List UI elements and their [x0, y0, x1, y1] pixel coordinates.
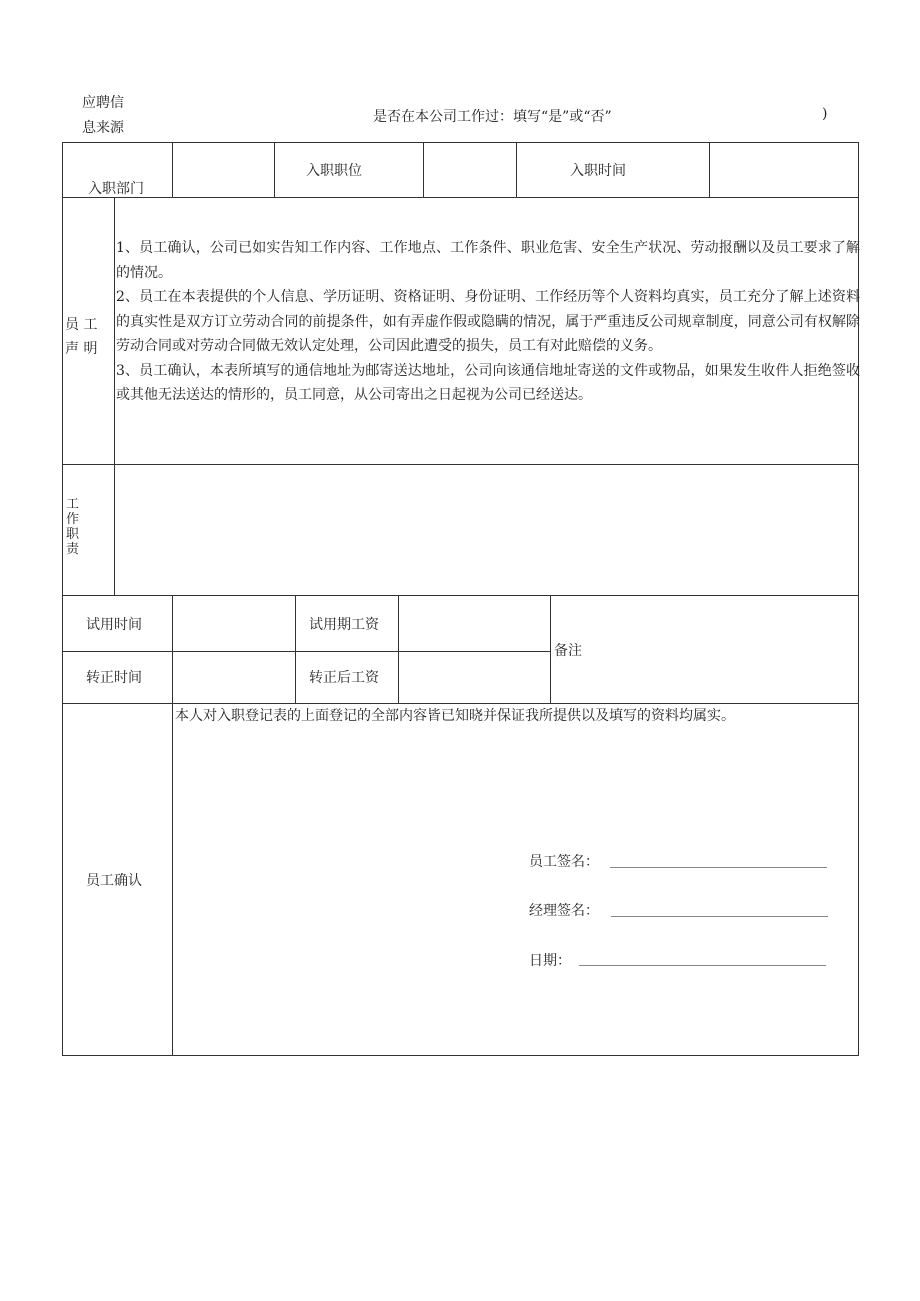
regular-salary-input[interactable]: [399, 652, 549, 702]
declaration-label: 员 工 声 明: [65, 317, 98, 357]
entry-date-label: 入职时间: [570, 163, 626, 179]
confirmation-date-label: 日期：: [529, 953, 571, 969]
confirmation-divider: [172, 703, 173, 1055]
declaration-item: 2、员工在本表提供的个人信息、学历证明、资格证明、身份证明、工作经历等个人资料均真实，员工充分了解上述资料的真实性是双方订立劳动合同的前提条件，如有弄虚作假或隐瞒的情况，属于严重违反公司规章制度，同意公司有权解除劳动合同或对劳动合同做无效认定处理，公司因此遭受的损失，员工有对此赔偿的义务。: [116, 289, 860, 354]
confirmation-statement: 本人对入职登记表的上面登记的全部内容皆已知晓并保证我所提供以及填写的资料均属实。: [175, 708, 735, 724]
probation-divider: [295, 595, 296, 703]
row1-bottom-border: [62, 197, 859, 198]
declaration-item: 3、员工确认，本表所填写的通信地址为邮寄送达地址，公司向该通信地址寄送的文件或物品，如果发生收件人拒绝签收或其他无法送达的情形的，员工同意，从公司寄出之日起视为公司已经送达。: [116, 362, 860, 403]
remarks-input[interactable]: [590, 596, 857, 702]
manager-signature-label: 经理签名：: [529, 903, 599, 919]
probation-divider: [550, 595, 551, 703]
confirmation-label: 员工确认: [86, 873, 142, 889]
source-label-line1: 应聘信: [82, 95, 124, 111]
duties-label: 工作职责: [66, 497, 80, 557]
regular-time-input[interactable]: [173, 652, 294, 702]
employee-signature-label: 员工签名：: [529, 854, 599, 870]
confirmation-date-line[interactable]: [579, 965, 826, 966]
declaration-item: 1、员工确认，公司已如实告知工作内容、工作地点、工作条件、职业危害、安全生产状况、劳动报酬以及员工要求了解的情况。: [116, 240, 860, 281]
dept-label: 入职部门: [88, 181, 144, 197]
trial-time-label: 试用时间: [86, 617, 142, 633]
trial-salary-input[interactable]: [399, 596, 549, 650]
dept-input[interactable]: [173, 143, 273, 196]
position-input[interactable]: [424, 143, 515, 196]
trial-salary-label: 试用期工资: [309, 617, 379, 633]
table-left-border: [62, 142, 63, 1056]
position-label: 入职职位: [306, 163, 362, 179]
trial-time-input[interactable]: [173, 596, 294, 650]
row1-divider: [516, 142, 517, 197]
entry-date-input[interactable]: [710, 143, 857, 196]
regular-salary-label: 转正后工资: [309, 670, 379, 686]
remarks-label: 备注: [554, 643, 582, 659]
source-label-line2: 息来源: [82, 120, 124, 136]
employee-signature-line[interactable]: [610, 867, 827, 868]
duties-input[interactable]: [115, 465, 857, 594]
declaration-text: [116, 236, 860, 408]
worked-before-close-paren: ): [822, 106, 828, 122]
regular-time-label: 转正时间: [86, 670, 142, 686]
worked-before-prompt: 是否在本公司工作过：填写“是”或“否”: [373, 109, 612, 125]
table-bottom-border: [62, 1055, 859, 1056]
row1-divider: [274, 142, 275, 197]
manager-signature-line[interactable]: [611, 916, 828, 917]
probation-bottom-border: [62, 703, 859, 704]
